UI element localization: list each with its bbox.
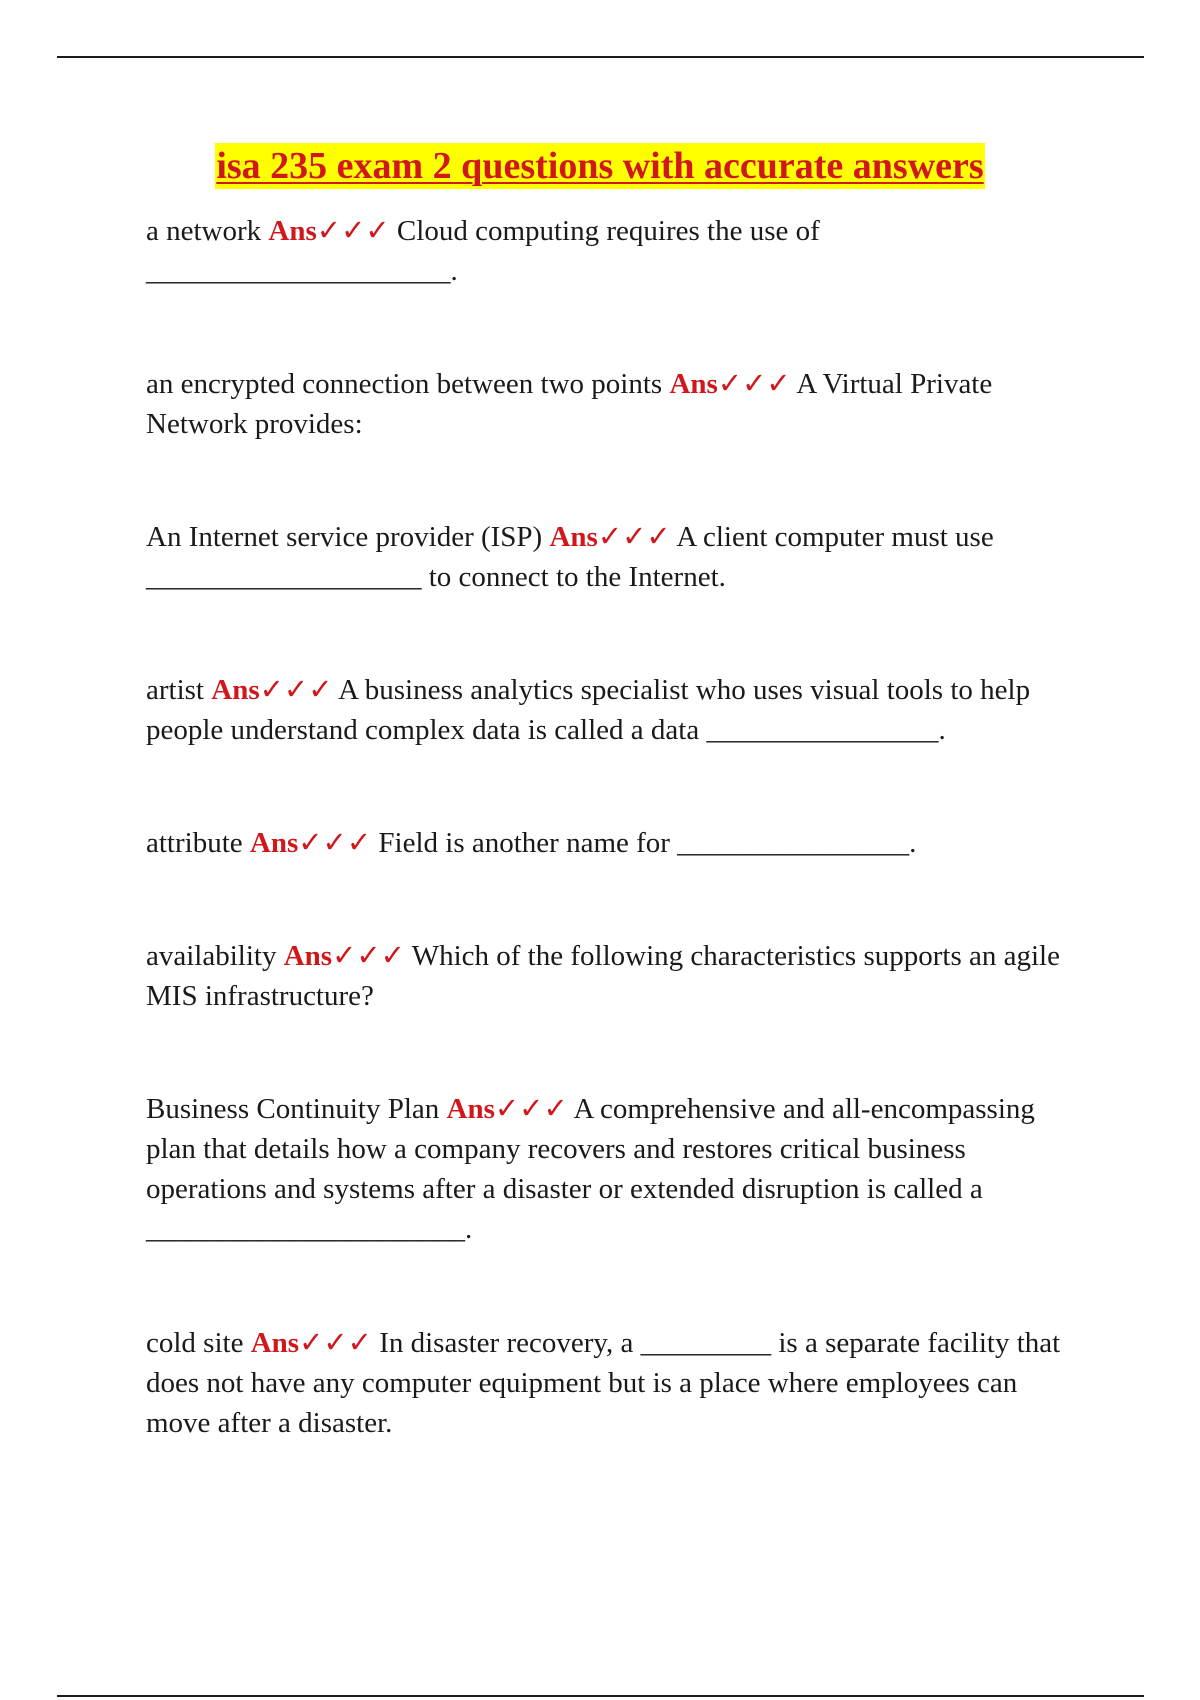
checkmark-icon: ✓✓✓: [717, 368, 791, 400]
checkmark-icon: ✓✓✓: [316, 215, 390, 247]
checkmark-icon: ✓✓✓: [597, 521, 671, 553]
answer-text: availability: [146, 940, 277, 972]
question-text: Cloud computing requires the use of _____________________.: [146, 215, 820, 287]
qa-item-4: [146, 670, 1076, 750]
qa-item-5: [146, 823, 1076, 863]
document-title: isa 235 exam 2 questions with accurate answers: [216, 145, 984, 187]
answer-text: artist: [146, 674, 204, 706]
question-text: A comprehensive and all-encompassing plan that details how a company recovers and restores critical business operations and systems after a disaster or extended disruption is called a ______________________.: [146, 1093, 1035, 1245]
answer-text: a network: [146, 215, 262, 247]
answer-text: an encrypted connection between two points: [146, 368, 663, 400]
question-text: In disaster recovery, a _________ is a separate facility that does not have any computer equipment but is a place where employees can move after a disaster.: [146, 1327, 1061, 1439]
answer-text: Business Continuity Plan: [146, 1093, 440, 1125]
title-container: [0, 143, 1200, 189]
ans-label: Ans: [250, 1327, 300, 1359]
ans-label: Ans: [249, 827, 299, 859]
answer-text: attribute: [146, 827, 243, 859]
bottom-rule: [57, 1695, 1144, 1697]
answer-text: cold site: [146, 1327, 244, 1359]
qa-item-6: [146, 936, 1076, 1016]
qa-item-2: [146, 364, 1076, 444]
qa-item-1: [146, 211, 1076, 291]
question-text: A Virtual Private Network provides:: [146, 368, 993, 440]
ans-label: Ans: [549, 521, 598, 553]
ans-label: Ans: [211, 674, 260, 706]
ans-label: Ans: [283, 940, 333, 972]
question-text: A client computer must use ___________________ to connect to the Internet.: [146, 521, 994, 593]
question-text: Which of the following characteristics supports an agile MIS infrastructure?: [146, 940, 1060, 1012]
checkmark-icon: ✓✓✓: [298, 827, 372, 859]
qa-item-7: [146, 1089, 1076, 1249]
qa-item-3: [146, 517, 1076, 597]
question-text: A business analytics specialist who uses visual tools to help people understand complex data is called a data ________________.: [146, 674, 1031, 746]
qa-item-8: [146, 1323, 1076, 1443]
ans-label: Ans: [669, 368, 718, 400]
checkmark-icon: ✓✓✓: [494, 1093, 568, 1125]
ans-label: Ans: [446, 1093, 495, 1125]
checkmark-icon: ✓✓✓: [332, 940, 405, 972]
checkmark-icon: ✓✓✓: [259, 674, 333, 706]
question-text: Field is another name for ________________.: [378, 827, 917, 859]
top-rule: [57, 56, 1144, 58]
answer-text: An Internet service provider (ISP): [146, 521, 543, 553]
ans-label: Ans: [268, 215, 317, 247]
checkmark-icon: ✓✓✓: [299, 1327, 372, 1359]
